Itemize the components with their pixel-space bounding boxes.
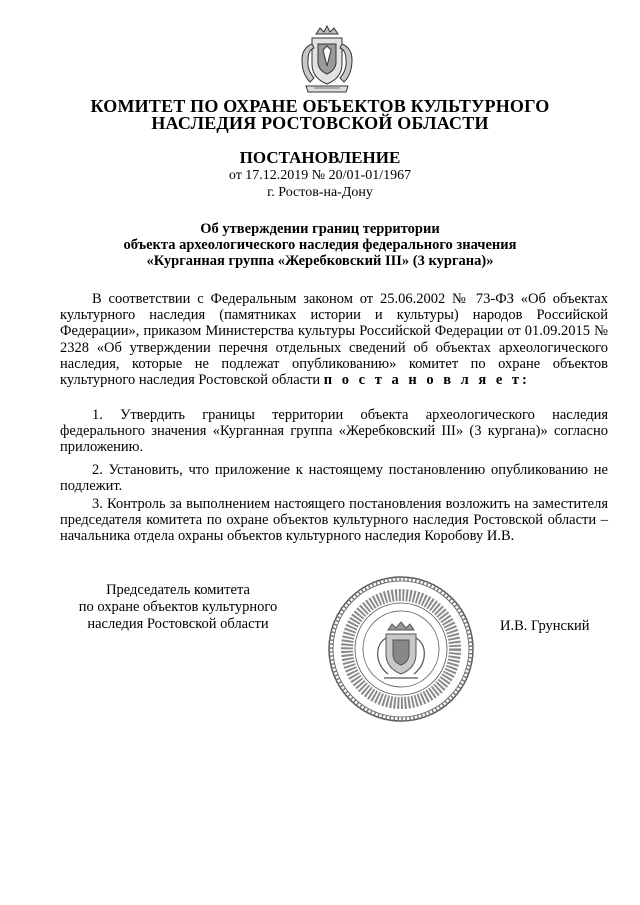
resolution-item-1	[60, 407, 608, 456]
document-type: ПОСТАНОВЛЕНИЕ	[239, 148, 401, 167]
preamble-text: В соответствии с Федеральным законом от 25.06.2002 № 73-ФЗ «Об объектах культурного наследия (памятниках истории и культуры) народов Российской Федерации», приказом Министерства культуры Российской Федерации от 01.09.2015 № 2328 «Об утверждении перечня отдельных сведений об объектах археологического наследия, которые не подлежат опубликованию» комитет по охране объектов культурного наследия Ростовской области	[60, 291, 608, 389]
item2-text: 2. Установить, что приложение к настоящему постановлению опубликованию не подлежит.	[60, 462, 608, 495]
resolution-item-3	[60, 496, 608, 545]
document-subject	[0, 221, 640, 269]
signer-position	[60, 582, 296, 633]
item1-text: 1. Утвердить границы территории объекта археологического наследия федерального значения «Курганная группа «Жеребковский III» (3 кургана)» согласно приложению.	[60, 407, 608, 456]
signer-position-line3: наследия Ростовской области	[87, 616, 269, 632]
signer-name: И.В. Грунский	[500, 618, 590, 634]
resolves-word: п о с т а н о в л я е т:	[323, 372, 530, 389]
item3-text: 3. Контроль за выполнением настоящего постановления возложить на заместителя председателя комитета по охране объектов культурного наследия Ростовской области – начальника отдела охраны объектов культурного наследия Коробову И.В.	[60, 496, 608, 545]
official-seal-icon	[326, 574, 476, 724]
signer-position-line2: по охране объектов культурного	[78, 599, 278, 615]
document-city: г. Ростов-на-Дону	[267, 185, 373, 200]
subject-line2: объекта археологического наследия федерального значения	[123, 237, 517, 253]
preamble-paragraph	[60, 291, 608, 388]
resolution-item-2	[60, 462, 608, 494]
coat-of-arms-icon	[296, 20, 358, 98]
subject-line1: Об утверждении границ территории	[200, 221, 440, 237]
organization-title	[0, 98, 640, 132]
signer-position-line1: Председатель комитета	[106, 582, 250, 598]
subject-line3: «Курганная группа «Жеребковский III» (3 кургана)»	[146, 253, 494, 269]
organization-line1: КОМИТЕТ ПО ОХРАНЕ ОБЪЕКТОВ КУЛЬТУРНОГО	[90, 96, 550, 116]
organization-line2: НАСЛЕДИЯ РОСТОВСКОЙ ОБЛАСТИ	[151, 113, 489, 133]
document-number: от 17.12.2019 № 20/01-01/1967	[228, 168, 412, 183]
